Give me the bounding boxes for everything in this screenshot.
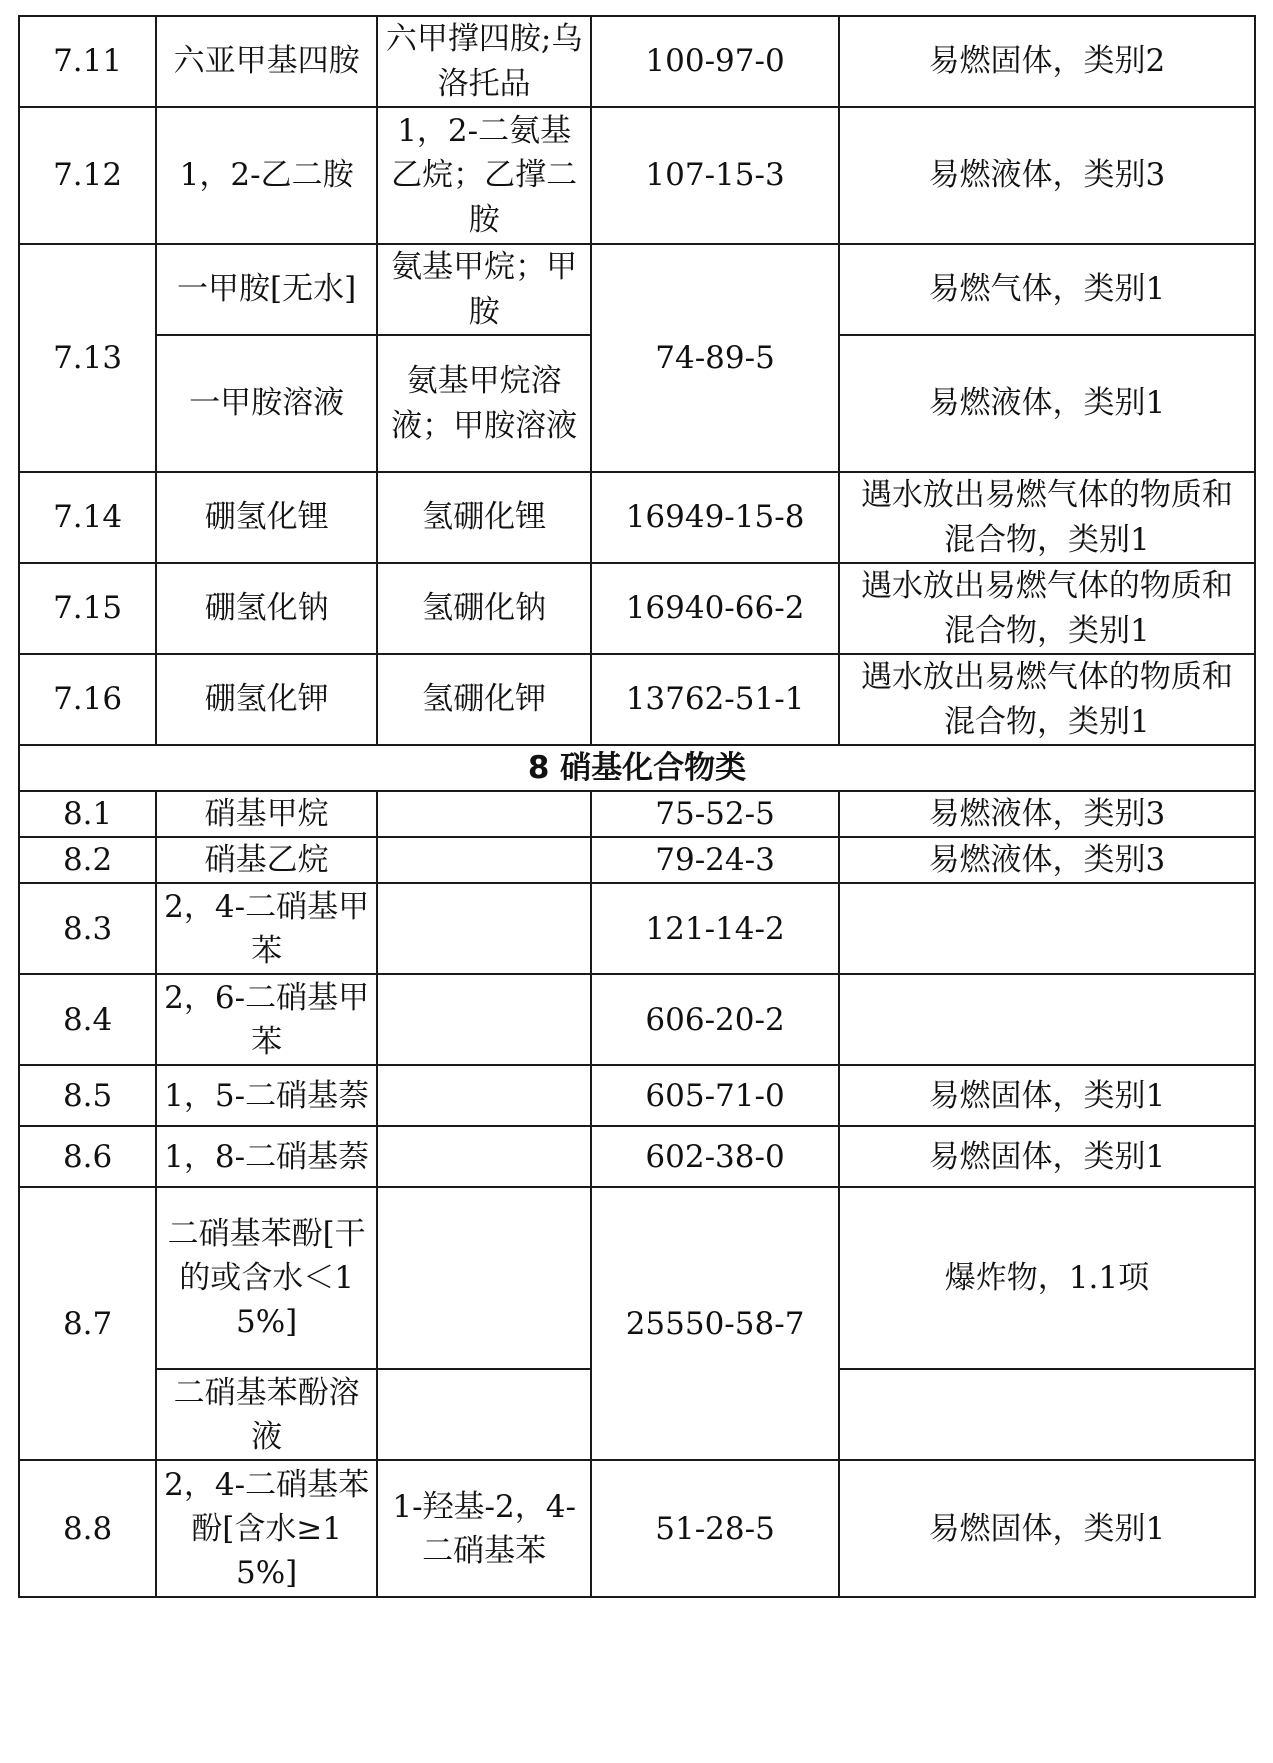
cell-cas: 605-71-0 [591, 1065, 839, 1126]
cell-name: 1，5-二硝基萘 [156, 1065, 377, 1126]
table-row [19, 883, 1255, 974]
cell-alias [377, 883, 591, 974]
cell-hazard: 遇水放出易燃气体的物质和混合物，类别1 [839, 472, 1255, 563]
table-row [19, 1126, 1255, 1187]
table-row [19, 791, 1255, 837]
cell-alias: 氢硼化锂 [377, 472, 591, 563]
cell-name: 二硝基苯酚[干的或含水＜15%] [156, 1187, 377, 1369]
cell-name: 六亚甲基四胺 [156, 16, 377, 107]
cell-name: 硼氢化钾 [156, 654, 377, 745]
cell-hazard: 爆炸物，1.1项 [839, 1187, 1255, 1369]
cell-alias [377, 1126, 591, 1187]
cell-hazard: 易燃气体，类别1 [839, 244, 1255, 335]
cell-name: 硼氢化锂 [156, 472, 377, 563]
cell-hazard: 易燃固体，类别1 [839, 1065, 1255, 1126]
cell-cas: 51-28-5 [591, 1460, 839, 1597]
cell-hazard: 遇水放出易燃气体的物质和混合物，类别1 [839, 563, 1255, 654]
cell-hazard: 易燃液体，类别1 [839, 335, 1255, 472]
cell-name: 2，4-二硝基苯酚[含水≥15%] [156, 1460, 377, 1597]
table-row [19, 1187, 1255, 1369]
cell-alias [377, 837, 591, 883]
cell-name: 一甲胺溶液 [156, 335, 377, 472]
table-row [19, 107, 1255, 244]
cell-cas: 16949-15-8 [591, 472, 839, 563]
table-row [19, 1460, 1255, 1597]
cell-alias: 氨基甲烷；甲胺 [377, 244, 591, 335]
table-row [19, 472, 1255, 563]
section-title: 8 硝基化合物类 [19, 745, 1255, 791]
cell-alias [377, 1369, 591, 1460]
cell-cas: 602-38-0 [591, 1126, 839, 1187]
cell-no: 7.11 [19, 16, 156, 107]
cell-alias: 1-羟基-2，4-二硝基苯 [377, 1460, 591, 1597]
cell-alias [377, 974, 591, 1065]
table-row [19, 563, 1255, 654]
cell-hazard [839, 974, 1255, 1065]
cell-alias: 氨基甲烷溶液；甲胺溶液 [377, 335, 591, 472]
cell-alias: 1，2-二氨基乙烷；乙撑二胺 [377, 107, 591, 244]
table-row [19, 1065, 1255, 1126]
hazardous-chemicals-table [18, 15, 1256, 1598]
cell-name: 硝基乙烷 [156, 837, 377, 883]
cell-hazard [839, 1369, 1255, 1460]
cell-alias: 六甲撑四胺;乌洛托品 [377, 16, 591, 107]
cell-hazard: 易燃液体，类别3 [839, 791, 1255, 837]
cell-alias: 氢硼化钠 [377, 563, 591, 654]
cell-cas: 74-89-5 [591, 244, 839, 472]
cell-hazard: 遇水放出易燃气体的物质和混合物，类别1 [839, 654, 1255, 745]
cell-cas: 606-20-2 [591, 974, 839, 1065]
table-row [19, 974, 1255, 1065]
table-row [19, 244, 1255, 335]
cell-no: 8.4 [19, 974, 156, 1065]
cell-alias [377, 1065, 591, 1126]
cell-alias [377, 791, 591, 837]
cell-no: 7.15 [19, 563, 156, 654]
cell-hazard: 易燃液体，类别3 [839, 837, 1255, 883]
table-row [19, 837, 1255, 883]
cell-no: 8.8 [19, 1460, 156, 1597]
cell-no: 8.7 [19, 1187, 156, 1460]
cell-cas: 121-14-2 [591, 883, 839, 974]
cell-name: 硝基甲烷 [156, 791, 377, 837]
cell-no: 7.13 [19, 244, 156, 472]
cell-name: 二硝基苯酚溶液 [156, 1369, 377, 1460]
cell-no: 7.14 [19, 472, 156, 563]
cell-name: 一甲胺[无水] [156, 244, 377, 335]
cell-no: 8.6 [19, 1126, 156, 1187]
cell-hazard: 易燃固体，类别2 [839, 16, 1255, 107]
cell-name: 2，4-二硝基甲苯 [156, 883, 377, 974]
table-row [19, 16, 1255, 107]
section-heading-row [19, 745, 1255, 791]
cell-no: 7.12 [19, 107, 156, 244]
cell-hazard: 易燃固体，类别1 [839, 1126, 1255, 1187]
cell-cas: 13762-51-1 [591, 654, 839, 745]
cell-name: 2，6-二硝基甲苯 [156, 974, 377, 1065]
cell-hazard [839, 883, 1255, 974]
cell-hazard: 易燃液体，类别3 [839, 107, 1255, 244]
cell-alias: 氢硼化钾 [377, 654, 591, 745]
cell-cas: 16940-66-2 [591, 563, 839, 654]
cell-cas: 107-15-3 [591, 107, 839, 244]
cell-no: 8.1 [19, 791, 156, 837]
cell-name: 1，2-乙二胺 [156, 107, 377, 244]
cell-cas: 25550-58-7 [591, 1187, 839, 1460]
cell-cas: 75-52-5 [591, 791, 839, 837]
cell-no: 8.5 [19, 1065, 156, 1126]
cell-alias [377, 1187, 591, 1369]
cell-cas: 79-24-3 [591, 837, 839, 883]
cell-name: 1，8-二硝基萘 [156, 1126, 377, 1187]
cell-cas: 100-97-0 [591, 16, 839, 107]
table-row [19, 654, 1255, 745]
cell-no: 8.2 [19, 837, 156, 883]
cell-hazard: 易燃固体，类别1 [839, 1460, 1255, 1597]
cell-no: 8.3 [19, 883, 156, 974]
cell-no: 7.16 [19, 654, 156, 745]
cell-name: 硼氢化钠 [156, 563, 377, 654]
